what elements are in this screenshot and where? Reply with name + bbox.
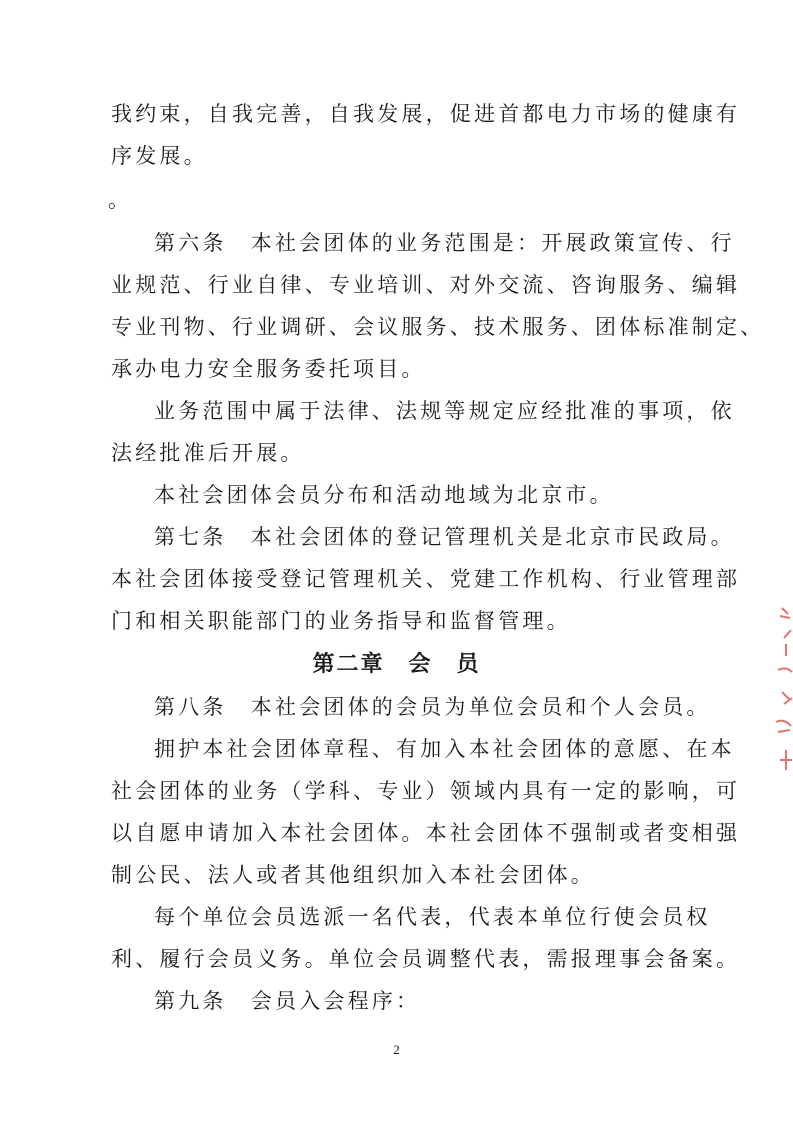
text-line: 业务范围中属于法律、法规等规定应经批准的事项，依 — [154, 399, 735, 423]
text-line: 第六条 本社会团体的业务范围是：开展政策宣传、行 — [154, 231, 735, 255]
text-line: 本社会团体会员分布和活动地域为北京市。 — [154, 483, 614, 507]
text-line: 拥护本社会团体章程、有加入本社会团体的意愿、在本 — [154, 737, 735, 761]
text-line: 每个单位会员选派一名代表，代表本单位行使会员权 — [154, 905, 711, 929]
text-line: 利、履行会员义务。单位会员调整代表，需报理事会备案。 — [111, 947, 741, 971]
chapter-heading: 第二章 会 员 — [312, 652, 481, 677]
page-number: 2 — [393, 1042, 400, 1057]
text-line: 以自愿申请加入本社会团体。本社会团体不强制或者变相强 — [111, 821, 741, 845]
text-line: 法经批准后开展。 — [111, 441, 305, 465]
text-line: 第九条 会员入会程序： — [154, 989, 421, 1013]
text-line: 。 — [108, 188, 133, 212]
text-line: 业规范、行业自律、专业培训、对外交流、咨询服务、编辑 — [111, 273, 741, 297]
text-line: 承办电力安全服务委托项目。 — [111, 357, 426, 381]
text-line: 门和相关职能部门的业务指导和监督管理。 — [111, 609, 571, 633]
text-line: 序发展。 — [111, 144, 208, 168]
text-line: 专业刊物、行业调研、会议服务、技术服务、团体标准制定、 — [111, 315, 765, 339]
text-line: 制公民、法人或者其他组织加入本社会团体。 — [111, 863, 595, 887]
text-line: 第七条 本社会团体的登记管理机关是北京市民政局。 — [154, 525, 735, 549]
seal-stamp-edge — [764, 600, 793, 780]
text-line: 社会团体的业务（学科、专业）领域内具有一定的影响，可 — [111, 779, 741, 803]
text-line: 第八条 本社会团体的会员为单位会员和个人会员。 — [154, 695, 711, 719]
text-line: 我约束，自我完善，自我发展，促进首都电力市场的健康有 — [111, 102, 741, 126]
text-line: 本社会团体接受登记管理机关、党建工作机构、行业管理部 — [111, 567, 741, 591]
